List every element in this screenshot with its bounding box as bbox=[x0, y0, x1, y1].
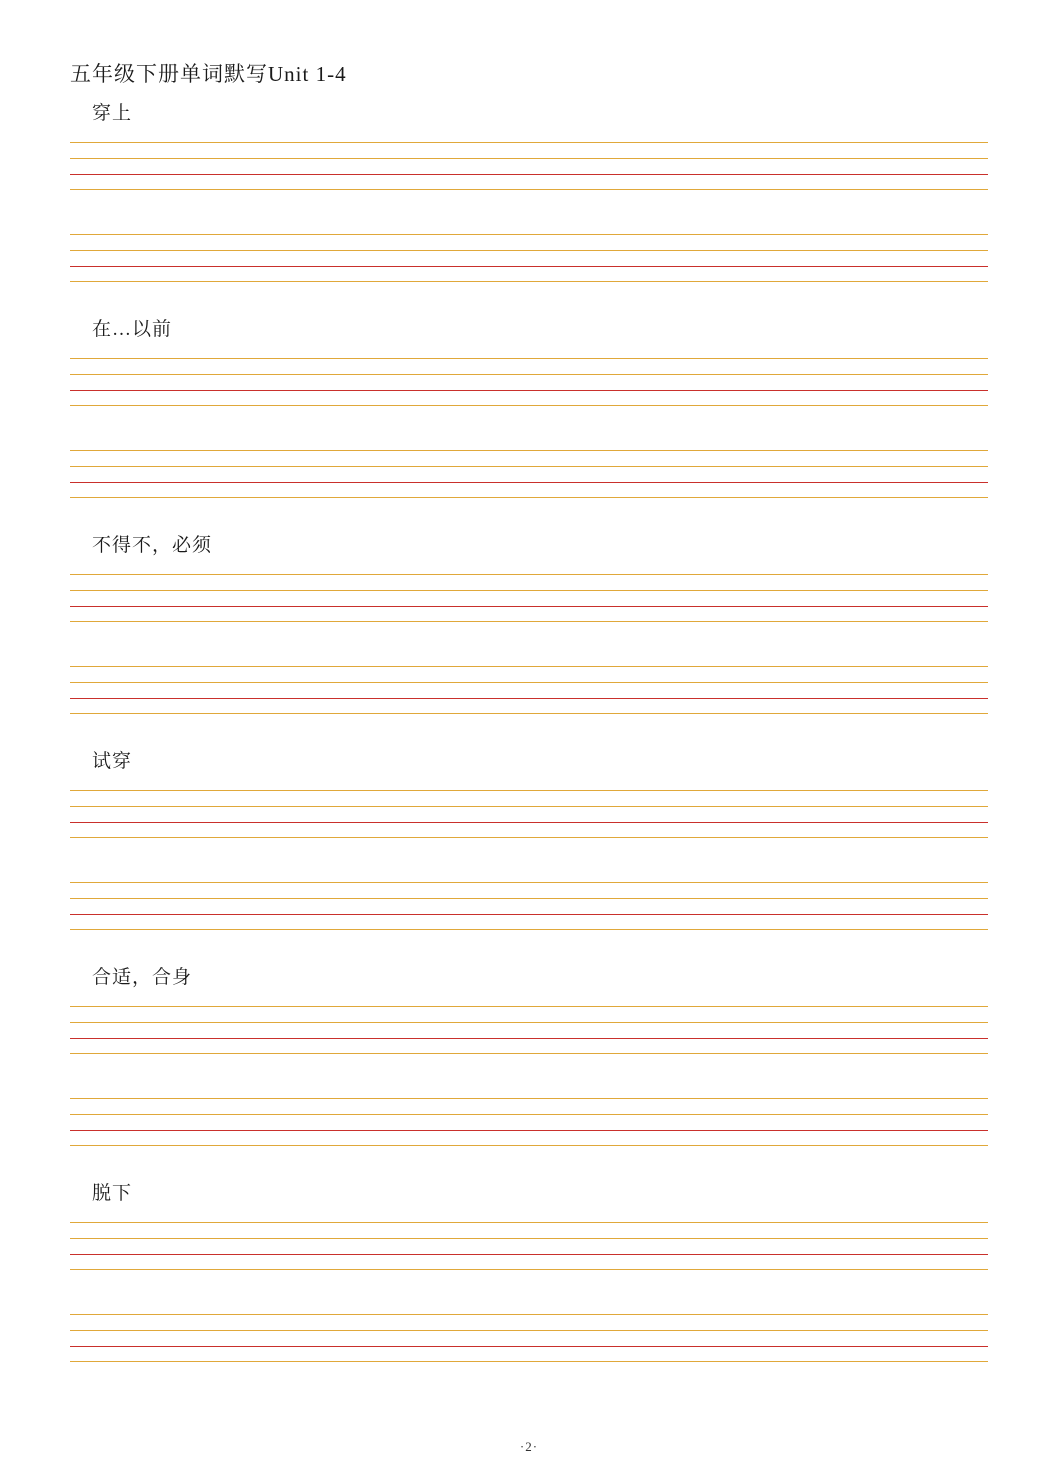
staff-line-bottom bbox=[70, 281, 988, 282]
entry-gap bbox=[70, 714, 988, 746]
staff-line-baseline bbox=[70, 1254, 988, 1255]
writing-staff[interactable] bbox=[70, 358, 988, 406]
staff-line-baseline bbox=[70, 266, 988, 267]
staff-line-bottom bbox=[70, 929, 988, 930]
entry-label: 合适，合身 bbox=[92, 967, 193, 988]
staff-line-bottom bbox=[70, 405, 988, 406]
entry-label: 脱下 bbox=[92, 1183, 133, 1204]
writing-staff[interactable] bbox=[70, 882, 988, 930]
writing-staff[interactable] bbox=[70, 574, 988, 622]
staff-line-baseline bbox=[70, 606, 988, 607]
staff-line-upper-mid bbox=[70, 158, 988, 159]
staff-line-bottom bbox=[70, 1053, 988, 1054]
staff-line-top bbox=[70, 142, 988, 143]
staff-line-baseline bbox=[70, 822, 988, 823]
staff-line-bottom bbox=[70, 189, 988, 190]
staff-line-upper-mid bbox=[70, 250, 988, 251]
staff-line-upper-mid bbox=[70, 1114, 988, 1115]
staff-line-top bbox=[70, 234, 988, 235]
staff-line-upper-mid bbox=[70, 1238, 988, 1239]
staff-line-baseline bbox=[70, 1130, 988, 1131]
staff-line-baseline bbox=[70, 698, 988, 699]
entries-container bbox=[70, 98, 988, 1362]
staff-line-baseline bbox=[70, 390, 988, 391]
staff-line-top bbox=[70, 358, 988, 359]
entry-block bbox=[70, 1178, 988, 1362]
writing-staff[interactable] bbox=[70, 1006, 988, 1054]
staff-line-top bbox=[70, 1222, 988, 1223]
staff-line-upper-mid bbox=[70, 682, 988, 683]
page-number: ·2· bbox=[519, 1439, 539, 1454]
entry-label: 试穿 bbox=[92, 751, 133, 772]
entry-gap bbox=[70, 498, 988, 530]
staff-gap bbox=[70, 406, 988, 450]
page-title: 五年级下册单词默写Unit 1-4 bbox=[70, 62, 347, 86]
staff-line-baseline bbox=[70, 1038, 988, 1039]
writing-staff[interactable] bbox=[70, 142, 988, 190]
staff-line-baseline bbox=[70, 174, 988, 175]
staff-line-bottom bbox=[70, 837, 988, 838]
staff-gap bbox=[70, 190, 988, 234]
staff-line-baseline bbox=[70, 482, 988, 483]
staff-line-top bbox=[70, 450, 988, 451]
writing-staff[interactable] bbox=[70, 1098, 988, 1146]
staff-gap bbox=[70, 1270, 988, 1314]
staff-line-upper-mid bbox=[70, 466, 988, 467]
staff-line-bottom bbox=[70, 1269, 988, 1270]
staff-gap bbox=[70, 838, 988, 882]
staff-line-top bbox=[70, 666, 988, 667]
entry-block bbox=[70, 746, 988, 930]
staff-line-upper-mid bbox=[70, 590, 988, 591]
writing-staff[interactable] bbox=[70, 234, 988, 282]
staff-line-bottom bbox=[70, 713, 988, 714]
staff-line-upper-mid bbox=[70, 806, 988, 807]
staff-line-top bbox=[70, 882, 988, 883]
staff-line-top bbox=[70, 574, 988, 575]
staff-line-bottom bbox=[70, 621, 988, 622]
writing-staff[interactable] bbox=[70, 666, 988, 714]
staff-gap bbox=[70, 622, 988, 666]
writing-staff[interactable] bbox=[70, 1314, 988, 1362]
staff-line-upper-mid bbox=[70, 898, 988, 899]
writing-staff[interactable] bbox=[70, 1222, 988, 1270]
entry-gap bbox=[70, 282, 988, 314]
writing-staff[interactable] bbox=[70, 450, 988, 498]
staff-line-upper-mid bbox=[70, 1330, 988, 1331]
writing-staff[interactable] bbox=[70, 790, 988, 838]
staff-line-bottom bbox=[70, 497, 988, 498]
staff-line-top bbox=[70, 790, 988, 791]
entry-block bbox=[70, 530, 988, 714]
entry-block bbox=[70, 962, 988, 1146]
staff-line-baseline bbox=[70, 914, 988, 915]
entry-block bbox=[70, 98, 988, 282]
entry-label: 在…以前 bbox=[92, 319, 173, 340]
entry-gap bbox=[70, 1146, 988, 1178]
staff-line-bottom bbox=[70, 1361, 988, 1362]
entry-label: 不得不，必须 bbox=[92, 535, 213, 556]
staff-line-top bbox=[70, 1006, 988, 1007]
staff-line-upper-mid bbox=[70, 374, 988, 375]
staff-line-top bbox=[70, 1098, 988, 1099]
entry-block bbox=[70, 314, 988, 498]
entry-label: 穿上 bbox=[92, 103, 133, 124]
entry-gap bbox=[70, 930, 988, 962]
staff-line-upper-mid bbox=[70, 1022, 988, 1023]
staff-line-bottom bbox=[70, 1145, 988, 1146]
staff-line-baseline bbox=[70, 1346, 988, 1347]
staff-line-top bbox=[70, 1314, 988, 1315]
staff-gap bbox=[70, 1054, 988, 1098]
